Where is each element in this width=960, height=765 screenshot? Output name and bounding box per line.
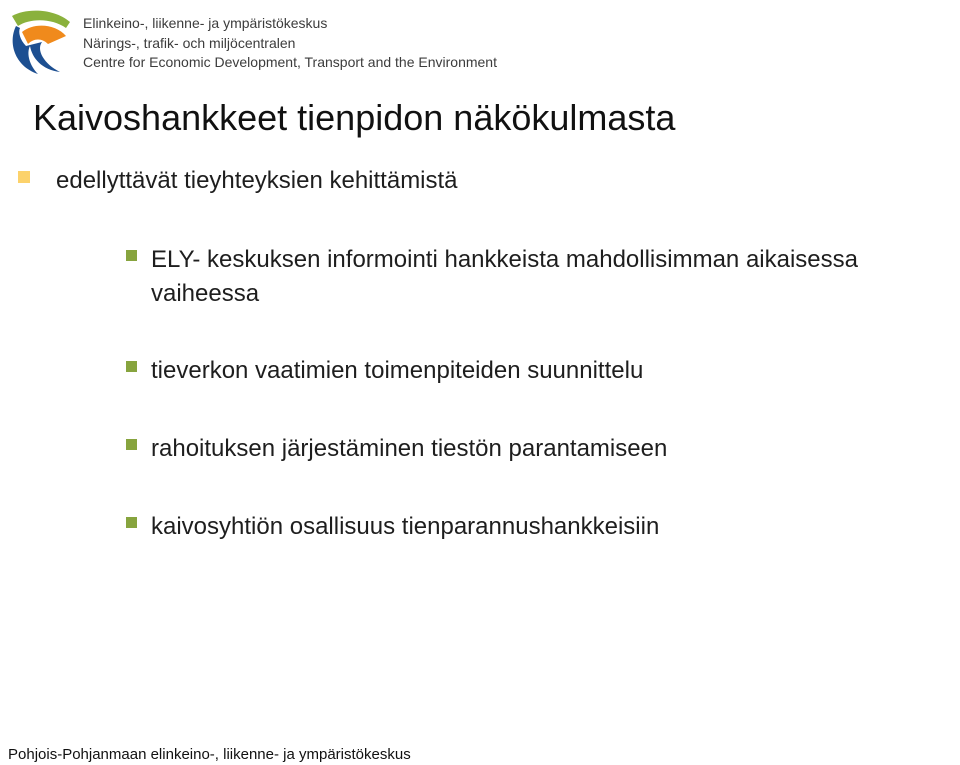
bullet-level1-text: edellyttävät tieyhteyksien kehittämistä bbox=[56, 167, 458, 194]
org-name-english: Centre for Economic Development, Transport and the Environment bbox=[83, 54, 497, 70]
org-name-swedish: Närings-, trafik- och miljöcentralen bbox=[83, 34, 296, 51]
org-name-finnish: Elinkeino-, liikenne- ja ympäristökeskus bbox=[83, 15, 328, 31]
footer-organisation: Pohjois-Pohjanmaan elinkeino-, liikenne- ja ympäristökeskus bbox=[8, 746, 411, 763]
organisation-names bbox=[83, 14, 497, 73]
bullet-level2-text: tieverkon vaatimien toimenpiteiden suunnittelu bbox=[151, 357, 644, 384]
header bbox=[4, 4, 497, 76]
bullet-level2-text: ELY- keskuksen informointi hankkeista mahdollisimman aikaisessa bbox=[151, 246, 858, 273]
bullet-level2-text: rahoituksen järjestäminen tiestön parantamiseen bbox=[151, 435, 668, 462]
ely-centre-logo-icon bbox=[8, 6, 74, 76]
bullet-level2-text: kaivosyhtiön osallisuus tienparannushankkeisiin bbox=[151, 513, 660, 540]
slide-title: Kaivoshankkeet tienpidon näkökulmasta bbox=[33, 97, 676, 138]
bullet-square-icon bbox=[126, 250, 137, 261]
bullet-level2-text-continued: vaiheessa bbox=[151, 280, 260, 307]
bullet-square-icon bbox=[18, 171, 30, 183]
bullet-square-icon bbox=[126, 439, 137, 450]
bullet-square-icon bbox=[126, 361, 137, 372]
bullet-square-icon bbox=[126, 517, 137, 528]
